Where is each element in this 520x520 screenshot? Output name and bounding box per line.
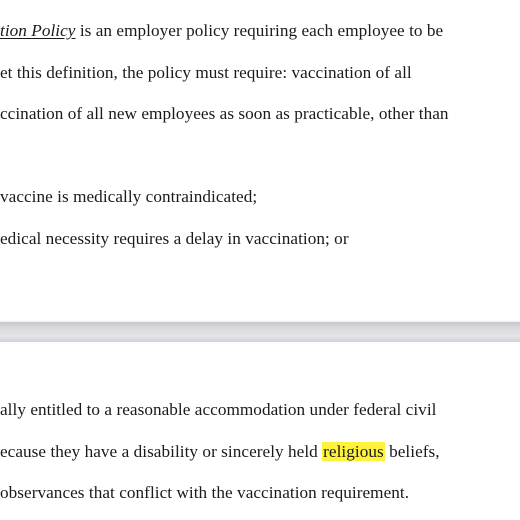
- defined-term: tion Policy: [0, 21, 76, 40]
- document-page-bottom: [0, 342, 520, 520]
- text-run: is an employer policy requiring each employee to be: [75, 21, 444, 40]
- text-run: beliefs,: [384, 442, 440, 461]
- text-line: [0, 442, 440, 462]
- text-line: vaccine is medically contraindicated;: [0, 187, 258, 206]
- text-line: observances that conflict with the vaccination requirement.: [0, 483, 410, 502]
- text-line: edical necessity requires a delay in vaccination; or: [0, 229, 349, 248]
- text-line: ally entitled to a reasonable accommodation under federal civil: [0, 400, 437, 419]
- text-line: [0, 21, 443, 41]
- page-break-gap: [0, 322, 520, 342]
- highlighted-word: religious: [323, 442, 384, 461]
- text-line: et this definition, the policy must require: vaccination of all: [0, 63, 412, 82]
- text-line: ccination of all new employees as soon as practicable, other than: [0, 104, 449, 123]
- text-run: ecause they have a disability or sincerely held: [0, 442, 323, 461]
